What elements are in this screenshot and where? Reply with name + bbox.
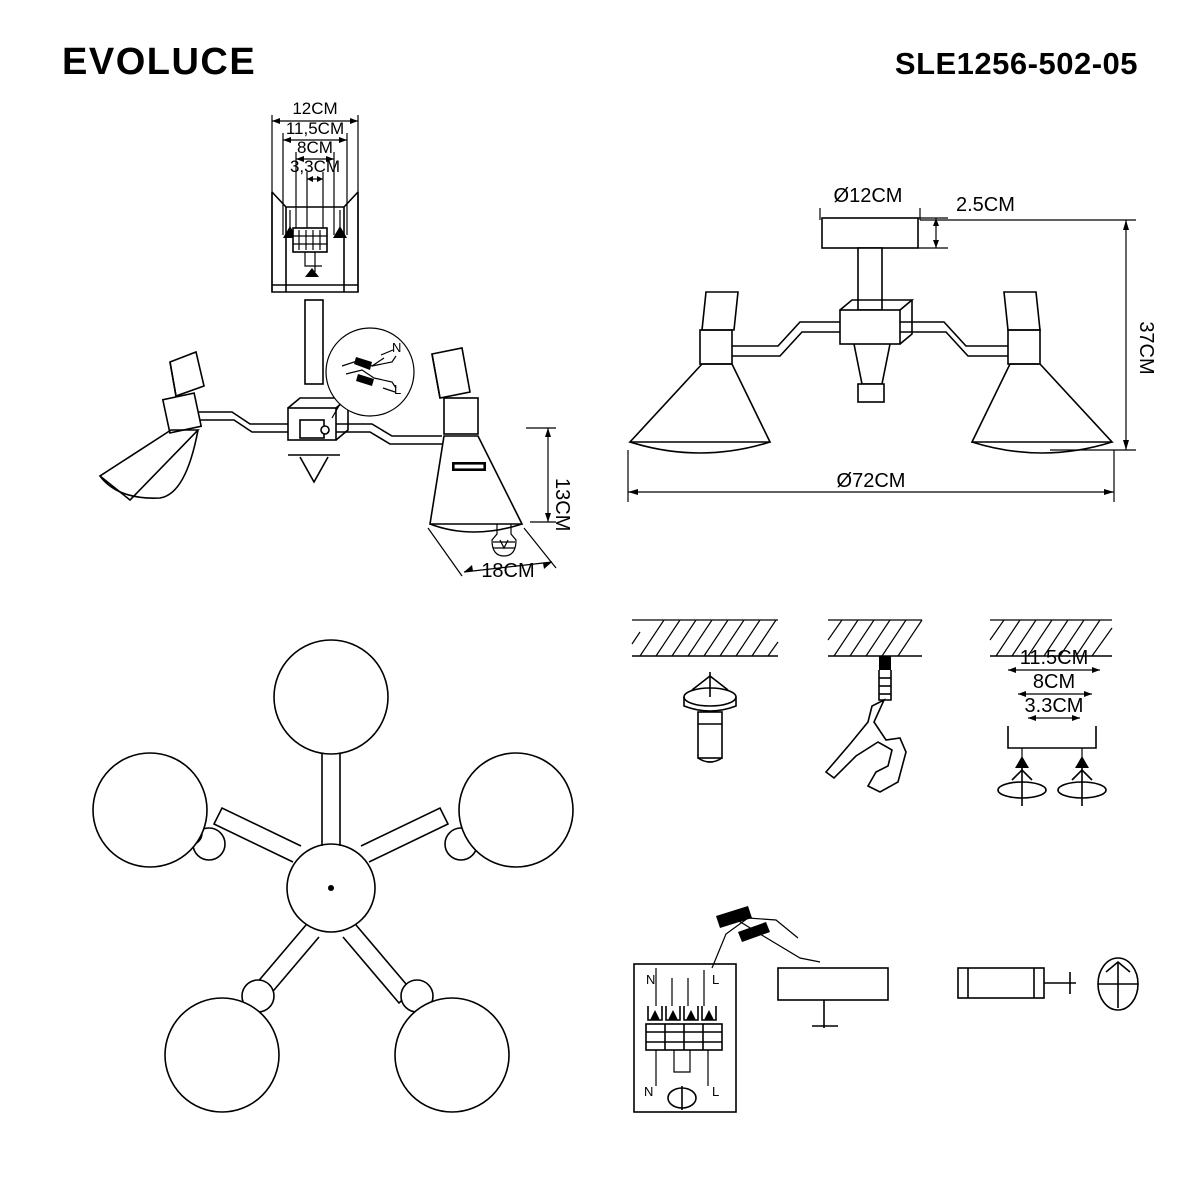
wiring-label-n-top: N <box>646 972 656 987</box>
dim-step-inner: 3.3CM <box>1024 695 1084 717</box>
dim-shade-diameter: 18CM <box>481 560 535 582</box>
dim-step-mid: 8CM <box>1032 671 1076 693</box>
wiring-label-l-bottom: L <box>712 1084 720 1099</box>
install-step-hammer <box>826 620 922 792</box>
side-elevation-view <box>628 185 1157 502</box>
dim-canopy-diameter: Ø12CM <box>833 185 903 207</box>
install-step-screws <box>990 620 1112 806</box>
dim-plate-holes-mid: 8CM <box>297 138 333 157</box>
dim-canopy-height: 2.5CM <box>956 194 1015 216</box>
perspective-view <box>100 328 573 582</box>
dim-total-height: 37CM <box>1135 321 1157 375</box>
callout-label-n: N <box>392 340 402 355</box>
dim-step-outer: 11.5CM <box>1019 647 1089 669</box>
dim-shade-height: 13CM <box>551 478 573 532</box>
dim-plate-holes-inner: 3,3CM <box>289 157 341 176</box>
callout-label-l: L <box>394 382 402 397</box>
wiring-label-l-top: L <box>712 972 720 987</box>
wiring-diagram <box>634 906 1138 1112</box>
brand-logo: EVOLUCE <box>62 41 257 83</box>
dim-total-diameter: Ø72CM <box>836 470 906 492</box>
dim-plate-holes-outer: 11,5CM <box>285 119 345 138</box>
product-sku: SLE1256-502-05 <box>894 46 1138 81</box>
dim-plate-width: 12CM <box>292 99 338 118</box>
top-view <box>93 640 573 1112</box>
wiring-label-n-bottom: N <box>644 1084 654 1099</box>
install-step-drill <box>632 620 778 762</box>
